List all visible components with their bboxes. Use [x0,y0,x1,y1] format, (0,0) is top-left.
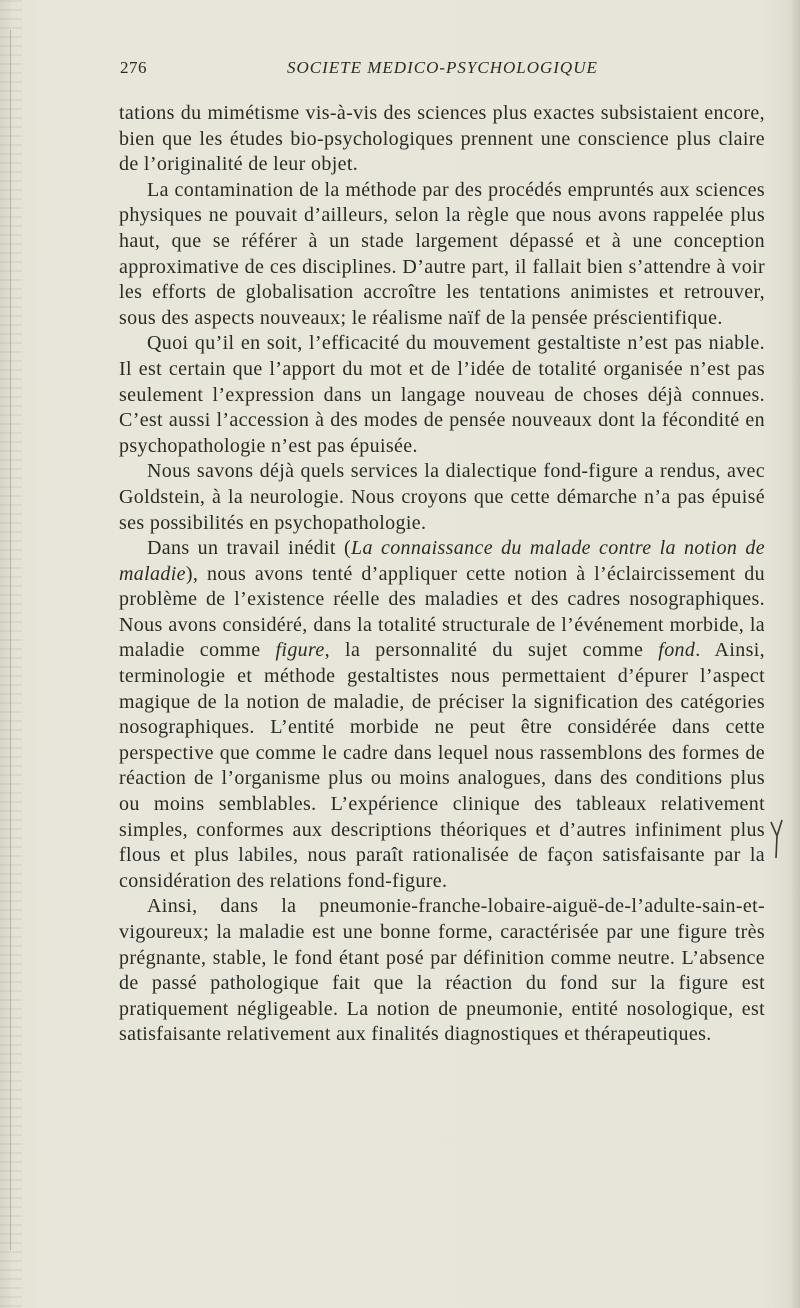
gutter-line [10,30,11,1250]
paragraph-pneumonie: Ainsi, dans la pneumonie-franche-lobaire-aiguë-de-l’adulte-sain-et-vigoureux; la maladie est une bonne forme, caractérisée par une figure très prégnante, stable, le fond étant posé par définition comme neutre. L’absence de passé pathologique fait que la réaction du fond sur la figure est pratiquement négligeable. La notion de pneumonie, entité nosologique, est satisfaisante relativement aux finalités diagnostiques et thérapeutiques. [119,895,765,1046]
page-number: 276 [120,58,147,77]
work-title: La connaissance du malade contre la notion de maladie [119,537,765,585]
term-fond: fond [658,639,696,662]
text-span: . Ainsi, terminologie et méthode gestaltistes nous permettaient d’épurer l’aspect magique de la notion de maladie, de préciser la signification des catégories nosographiques. L’entité morbide ne peut être considérée dans cette perspective que comme le cadre dans lequel nous rassemblons des formes de réaction de l’organisme plus ou moins analogues, dans des conditions plus ou moins semblables. L’expérience clinique des tableaux relativement simples, conformes aux descriptions théoriques et d’autres infiniment plus flous et plus labiles, nous paraît rationalisée de façon satisfaisante par la considération des relations fond-figure. [119,639,765,892]
paragraph-dialectique: Nous savons déjà quels services la dialectique fond-figure a rendus, avec Goldstein, à la neurologie. Nous croyons que cette démarche n’a pas épuisé ses possibilités en psychopathologie. [119,460,765,534]
paragraph-contamination: La contamination de la méthode par des procédés empruntés aux sciences physiques ne pouvait d’ailleurs, selon la règle que nous avons rappelée plus haut, que se référer à un stade largement dépassé et à une conception approximative de ces disciplines. D’autre part, il fallait bien s’attendre à voir les efforts de globalisation accroître les tentations animistes et retrouver, sous des aspects nouveaux; le réalisme naïf de la pensée préscientifique. [119,178,765,329]
text-span: Dans un travail inédit ( [147,537,351,560]
body-text [119,101,765,1048]
running-title: SOCIETE MEDICO-PSYCHOLOGIQUE [287,58,598,77]
text-span: ), nous avons tenté d’appliquer cette notion à l’éclaircissement du problème de l’existence réelle des maladies et des cadres nosographiques. Nous avons considéré, dans la totalité structurale de l’événement morbide, la maladie comme [119,562,765,662]
binding-gutter [0,0,22,1308]
text-span: , la personnalité du sujet comme [324,639,659,662]
paragraph-gestalt: Quoi qu’il en soit, l’efficacité du mouvement gestaltiste n’est pas niable. Il est certain que l’apport du mot et de l’idée de totalité organisée n’est pas seulement l’expression dans un langage nouveau de choses déjà connues. C’est aussi l’accession à des modes de pensée nouveaux dont la fécondité en psychopathologie n’est pas épuisée. [119,332,765,457]
margin-annotation-mark [770,816,784,860]
page-header [120,58,770,84]
term-figure: figure [275,639,325,662]
paragraph-continuation: tations du mimétisme vis-à-vis des sciences plus exactes subsistaient encore, bien que les études bio-psychologiques prennent une conscience plus claire de l’originalité de leur objet. [119,102,765,176]
paragraph-travail [119,536,765,894]
